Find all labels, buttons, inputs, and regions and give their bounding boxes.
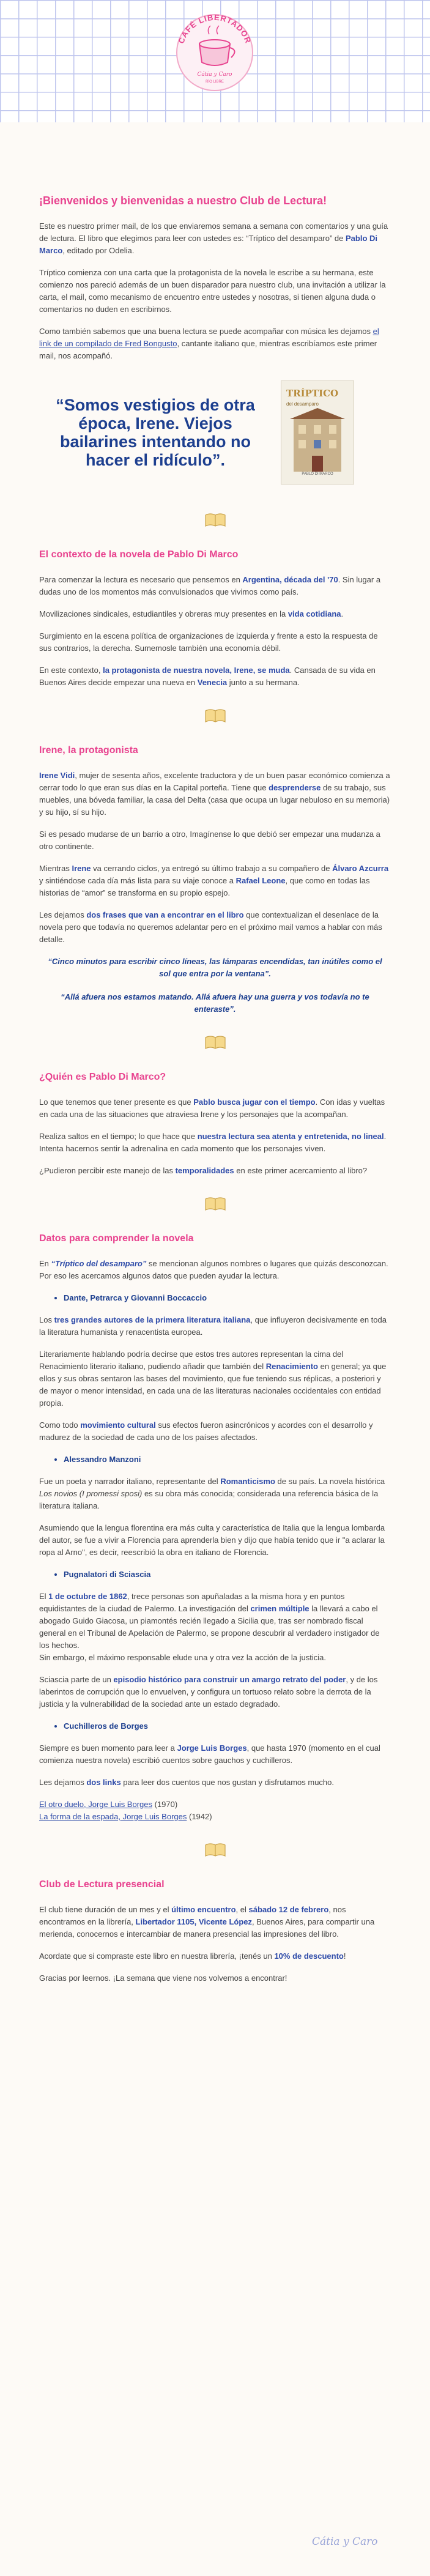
data-paragraph-9: Siempre es buen momento para leer a Jorge Luis Borges, que hasta 1970 (momento en el cual comienza nuestra novela) escribió cuentos sobre gauchos y cuchilleros. xyxy=(39,1743,380,1765)
data-paragraph-6: Asumiendo que la lengua florentina era más culta y característica de Italia que la lengua lombarda del autor, se fue a vivir a Florencia para aprenderla bien y dijo que había tenido que ir "a aclarar la ropa al Arno", es decir, reescribió la obra en italiano de Florencia. xyxy=(39,1523,385,1557)
irene-title: Irene, la protagonista xyxy=(39,745,138,755)
irene-paragraph-4: Les dejamos dos frases que van a encontrar en el libro que contextualizan el desenlace de la novela pero que todavía no queremos adelantar pero en el próximo mail vamos a hablar con más detalle. xyxy=(39,910,382,944)
data-intro: En “Tríptico del desamparo” se mencionan algunos nombres o lugares que quizás desconozcan. Por eso les acercamos algunos datos que pueden ayudar la lectura. xyxy=(39,1259,388,1280)
welcome-title: ¡Bienvenidos y bienvenidas a nuestro Club de Lectura! xyxy=(39,195,327,207)
pull-quote: “Somos vestigios de otra época, Irene. Viejos bailarines intentando no hacer el ridículo”. xyxy=(56,396,255,469)
data-title: Datos para comprender la novela xyxy=(39,1233,194,1244)
borges-links: El otro duelo, Jorge Luis Borges (1970) La forma de la espada, Jorge Luis Borges (1942) xyxy=(39,1800,212,1821)
open-book-divider-icon xyxy=(203,1031,228,1052)
welcome-paragraph-1: Este es nuestro primer mail, de los que enviaremos semana a semana con comentarios y una guía de lectura. El libro que elegimos para leer con ustedes es: “Tríptico del desamparo” de Pablo Di Marco, editado por Odelia. xyxy=(39,221,388,255)
open-book-divider-icon xyxy=(203,1193,228,1214)
building-illustration-icon xyxy=(290,408,345,472)
fred-bongusto-link[interactable]: el link de un compilado de Fred Bongusto xyxy=(39,327,379,348)
data-list-1 xyxy=(39,1292,391,1304)
la-forma-de-la-espada-link[interactable]: La forma de la espada, Jorge Luis Borges xyxy=(39,1812,187,1821)
signature: Cátia y Caro xyxy=(312,2536,378,2548)
book-quote-2: “Allá afuera nos estamos matando. Allá afuera hay una guerra y vos todavía no te enteraste”. xyxy=(61,992,369,1014)
book-cover-author: PABLO DI MARCO xyxy=(302,472,333,476)
data-paragraph-3: Literariamente hablando podría decirse que estos tres autores representan la cima del Renacimiento literario italiano, pudiendo añadir que también del Renacimiento en general; ya que ellos y sus obras sentaron las bases del movimiento, que fue teniendo sus réplicas, a posteriori y de mayor o menor intensidad, en cada una de las literaturas nacionales occidentales con entidad propia. xyxy=(39,1349,387,1408)
data-paragraph-4: Como todo movimiento cultural sus efectos fueron asincrónicos y acordes con el desarrollo y madurez de la sociedad de cada uno de los países afectados. xyxy=(39,1420,373,1442)
open-book-divider-icon xyxy=(203,1839,228,1860)
irene-paragraph-2: Si es pesado mudarse de un barrio a otro, Imagínense lo que debió ser empezar una mudanza a otro continente. xyxy=(39,830,380,851)
list-item: • Pugnalatori di Sciascia xyxy=(64,1568,391,1581)
data-paragraph-2: Los tres grandes autores de la primera literatura italiana, que influyeron decisivamente en toda la literatura humanista y renacentista europea. xyxy=(39,1315,387,1337)
context-paragraph-2: Movilizaciones sindicales, estudiantiles y obreras muy presentes en la vida cotidiana. xyxy=(39,609,344,618)
data-list-4 xyxy=(39,1720,391,1732)
context-paragraph-3: Surgimiento en la escena política de organizaciones de izquierda y frente a esto la respuesta de sus contrarios, la derecha. Sumemosle también una economía débil. xyxy=(39,631,378,653)
data-paragraph-7: El 1 de octubre de 1862, trece personas son apuñaladas a la misma hora y en puntos equidistantes de la ciudad de Palermo. La investigación del crimen múltiple la llevará a cabo el abogado Guido Giacosa, un piamontés recién llegado a Sicilia que, tras ser nombrado fiscal general en el Tribunal de Apelación de Palermo, se propone descubrir al verdadero instigador de los hechos. Sin embargo, el máximo responsable elude una y otra vez la acción de la justicia. xyxy=(39,1592,380,1662)
welcome-paragraph-2: Tríptico comienza con una carta que la protagonista de la novela le escribe a su hermana, este comienzo nos pareció además de un buen disparador para nuestro club, una invitación a utilizar la carta, el mail, como mecanismo de encuentro entre ustedes y nosotras, si tienen alguna duda o comentarios no duden en escribirnos. xyxy=(39,268,386,314)
open-book-divider-icon xyxy=(203,509,228,530)
data-paragraph-5: Fue un poeta y narrador italiano, representante del Romanticismo de su país. La novela histórica Los novios (I promessi sposi) es su obra más conocida; considerada una referencia básica de la literatura italiana. xyxy=(39,1477,385,1510)
book-quote-1: “Cinco minutos para escribir cinco líneas, las lámparas encendidas, tan inútiles como el sol que entra por la ventana”. xyxy=(48,957,382,978)
data-list-2 xyxy=(39,1453,391,1466)
irene-paragraph-1: Irene Vidi, mujer de sesenta años, excelente traductora y de un buen pasar económico comienza a cerrar todo lo que eran sus días en la Capital porteña. Tiene que desprenderse de su trabajo, sus muebles, una bóveda familiar, la casa del Delta (casa que ocupa un lugar nebuloso en su memoria) y su hijo, sí su hijo. xyxy=(39,771,390,817)
quote-book-row xyxy=(39,380,391,484)
list-item: • Dante, Petrarca y Giovanni Boccaccio xyxy=(64,1292,391,1304)
logo-subtitle: Cátia y Caro xyxy=(197,72,232,78)
el-otro-duelo-link[interactable]: El otro duelo, Jorge Luis Borges xyxy=(39,1800,152,1809)
header-grid-banner xyxy=(0,0,430,122)
newsletter-content xyxy=(39,193,391,1994)
club-paragraph-3: Gracias por leernos. ¡La semana que viene nos volvemos a encontrar! xyxy=(39,1973,287,1983)
cafe-logo-icon xyxy=(169,4,261,95)
club-paragraph-2: Acordate que si compraste este libro en nuestra librería, ¡tenés un 10% de descuento! xyxy=(39,1951,346,1961)
club-paragraph-1: El club tiene duración de un mes y el último encuentro, el sábado 12 de febrero, nos encontramos en la librería, Libertador 1105, Vicente López, Buenos Aires, para compartir una merienda, conocernos e intercambiar de manera presencial las impresiones del libro. xyxy=(39,1905,375,1939)
welcome-paragraph-3: Como también sabemos que una buena lectura se puede acompañar con música les dejamos el link de un compilado de Fred Bongusto, cantante italiano que, mientras escribíamos este primer mail, nos acompañó. xyxy=(39,327,379,360)
list-item: • Alessandro Manzoni xyxy=(64,1453,391,1466)
author-paragraph-2: Realiza saltos en el tiempo; lo que hace que nuestra lectura sea atenta y entretenida, no lineal. Intenta hacernos sentir la adrenalina en cada momento que los personajes viven. xyxy=(39,1132,387,1153)
data-paragraph-8: Sciascia parte de un episodio histórico para construir un amargo retrato del poder, y de los laberintos de corrupción que lo envuelven, y configura un tortuoso relato sobre la derrota de la justicia y la vulnerabilidad de la sociedad ante un estado degradado. xyxy=(39,1675,378,1709)
context-paragraph-1: Para comenzar la lectura es necesario que pensemos en Argentina, década del '70. Sin lugar a dudas uno de los momentos más convulsionados que vivimos como país. xyxy=(39,575,381,596)
list-item: • Cuchilleros de Borges xyxy=(64,1720,391,1732)
club-title: Club de Lectura presencial xyxy=(39,1879,165,1890)
open-book-divider-icon xyxy=(203,705,228,726)
author-paragraph-1: Lo que tenemos que tener presente es que Pablo busca jugar con el tiempo. Con idas y vueltas en cada una de las situaciones que atraviesa Irene y los personajes que la acompañan. xyxy=(39,1097,385,1119)
context-paragraph-4: En este contexto, la protagonista de nuestra novela, Irene, se muda. Cansada de su vida en Buenos Aires decide empezar una nueva en Venecia junto a su hermana. xyxy=(39,666,376,687)
author-paragraph-3: ¿Pudieron percibir este manejo de las temporalidades en este primer acercamiento al libro? xyxy=(39,1166,368,1175)
book-cover-title: TRÍPTICO xyxy=(286,388,339,399)
context-title: El contexto de la novela de Pablo Di Marco xyxy=(39,549,239,560)
logo-city: RÍO LIBRE xyxy=(206,80,224,84)
logo-brand-text: CAFÉ LIBERTADOR xyxy=(176,12,253,45)
irene-paragraph-3: Mientras Irene va cerrando ciclos, ya entregó su último trabajo a su compañero de Álvaro Azcurra y sintiéndose cada día más lista para su viaje conoce a Rafael Leone, que como en todas las historias de “amor” se transforma en su propio espejo. xyxy=(39,864,389,897)
data-list-3 xyxy=(39,1568,391,1581)
data-paragraph-10: Les dejamos dos links para leer dos cuentos que nos gustan y disfrutamos mucho. xyxy=(39,1778,334,1787)
book-cover xyxy=(281,380,354,484)
author-title: ¿Quién es Pablo Di Marco? xyxy=(39,1072,166,1082)
book-cover-subtitle: del desamparo xyxy=(286,401,319,407)
